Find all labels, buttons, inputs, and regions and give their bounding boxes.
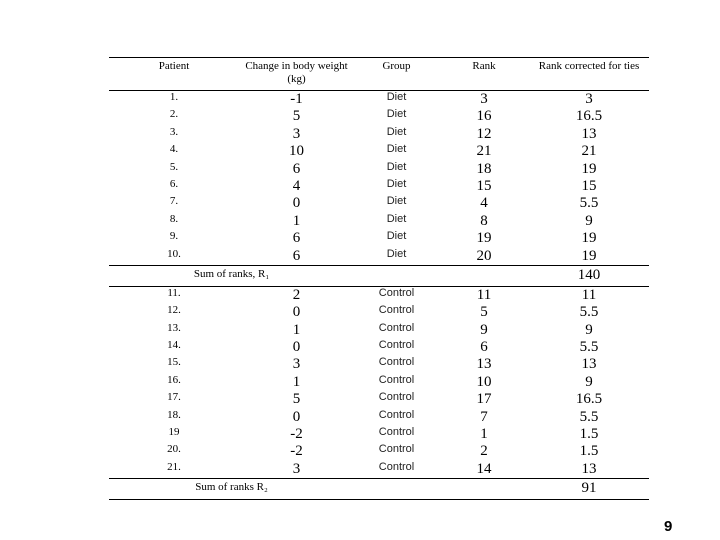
cell-corrected: 19 [581, 160, 597, 177]
cell-patient: 16. [167, 373, 181, 386]
cell-group: Control [378, 286, 415, 299]
cell-corrected: 5.5 [579, 408, 599, 425]
cell-rank: 21 [476, 143, 492, 160]
cell-change: 6 [292, 247, 301, 264]
cell-corrected: 9 [585, 212, 593, 229]
cell-change: 3 [292, 125, 301, 142]
table-row [109, 356, 649, 373]
cell-patient: 4. [169, 143, 179, 156]
table-row [109, 304, 649, 321]
sum-r1-value: 140 [577, 266, 601, 283]
table-row [109, 322, 649, 339]
cell-change: 2 [292, 286, 301, 303]
table-header [109, 58, 649, 91]
table-row [109, 391, 649, 408]
cell-corrected: 5.5 [579, 304, 599, 321]
page-number: 9 [664, 518, 673, 535]
header-change-in-weight: Change in body weight (kg) [245, 60, 348, 85]
cell-change: 1 [292, 212, 301, 229]
cell-group: Control [378, 373, 415, 386]
cell-rank: 10 [476, 373, 492, 390]
cell-group: Diet [386, 177, 407, 190]
cell-group: Control [378, 339, 415, 352]
cell-corrected: 16.5 [575, 108, 603, 125]
sum-r2-value: 91 [581, 480, 597, 497]
cell-patient: 5. [169, 160, 179, 173]
table-row [109, 161, 649, 178]
cell-group: Control [378, 304, 415, 317]
header-rank: Rank [472, 60, 496, 72]
cell-rank: 2 [480, 443, 488, 460]
cell-change: 5 [292, 391, 301, 408]
cell-rank: 19 [476, 230, 492, 247]
sum-row-r1 [109, 265, 649, 286]
cell-patient: 21. [167, 460, 181, 473]
header-group: Group [382, 60, 411, 72]
cell-patient: 12. [167, 304, 181, 317]
table-row [109, 91, 649, 109]
table-row [109, 286, 649, 304]
cell-change: -2 [290, 443, 303, 460]
cell-group: Diet [386, 247, 407, 260]
cell-patient: 9. [169, 230, 179, 243]
table-row [109, 126, 649, 143]
cell-corrected: 9 [585, 373, 593, 390]
table-row [109, 339, 649, 356]
cell-change: 1 [292, 373, 301, 390]
cell-rank: 8 [480, 212, 488, 229]
cell-patient: 14. [167, 339, 181, 352]
sum-row-r2 [109, 479, 649, 500]
cell-group: Diet [386, 91, 407, 103]
table-row [109, 426, 649, 443]
cell-patient: 15. [167, 356, 181, 369]
cell-rank: 16 [476, 108, 492, 125]
cell-rank: 1 [480, 426, 488, 443]
cell-corrected: 16.5 [575, 391, 603, 408]
cell-change: -1 [290, 91, 303, 107]
table-row [109, 443, 649, 460]
cell-change: 5 [292, 108, 301, 125]
cell-group: Control [378, 356, 415, 369]
sum-r2-section [109, 479, 649, 500]
cell-corrected: 15 [581, 177, 597, 194]
table-row [109, 230, 649, 247]
table-row [109, 374, 649, 391]
cell-change: 0 [292, 195, 301, 212]
cell-change: -2 [290, 426, 303, 443]
rank-table [109, 57, 649, 500]
cell-rank: 5 [480, 304, 488, 321]
cell-rank: 4 [480, 195, 488, 212]
cell-group: Control [378, 426, 415, 439]
cell-corrected: 13 [581, 125, 597, 142]
header-row [109, 58, 649, 91]
cell-patient: 3. [169, 125, 179, 138]
cell-corrected: 19 [581, 230, 597, 247]
cell-group: Diet [386, 108, 407, 121]
cell-rank: 9 [480, 321, 488, 338]
cell-corrected: 5.5 [579, 195, 599, 212]
cell-group: Control [378, 391, 415, 404]
cell-patient: 17. [167, 391, 181, 404]
cell-rank: 17 [476, 391, 492, 408]
cell-patient: 13. [167, 321, 181, 334]
cell-group: Control [378, 321, 415, 334]
table-row [109, 461, 649, 479]
cell-change: 6 [292, 230, 301, 247]
cell-rank: 11 [476, 286, 492, 303]
cell-patient: 6. [169, 177, 179, 190]
cell-group: Control [378, 408, 415, 421]
diet-rows [109, 91, 649, 266]
table-row [109, 248, 649, 266]
cell-corrected: 3 [585, 91, 593, 107]
cell-patient: 11. [167, 286, 181, 299]
cell-patient: 20. [167, 443, 181, 456]
cell-change: 1 [292, 321, 301, 338]
cell-patient: 7. [169, 195, 179, 208]
cell-corrected: 5.5 [579, 339, 599, 356]
cell-rank: 3 [480, 91, 488, 107]
cell-corrected: 1.5 [579, 426, 599, 443]
cell-change: 6 [292, 160, 301, 177]
cell-corrected: 13 [581, 460, 597, 477]
cell-corrected: 11 [581, 286, 597, 303]
header-patient: Patient [158, 60, 190, 72]
cell-group: Diet [386, 160, 407, 173]
table-row [109, 108, 649, 125]
cell-corrected: 1.5 [579, 443, 599, 460]
cell-rank: 20 [476, 247, 492, 264]
cell-patient: 18. [167, 408, 181, 421]
cell-change: 3 [292, 460, 301, 477]
cell-corrected: 19 [581, 247, 597, 264]
cell-rank: 15 [476, 177, 492, 194]
cell-rank: 14 [476, 460, 492, 477]
cell-rank: 7 [480, 408, 488, 425]
table-row [109, 409, 649, 426]
cell-rank: 12 [476, 125, 492, 142]
cell-group: Diet [386, 230, 407, 243]
control-rows [109, 286, 649, 478]
table-row [109, 178, 649, 195]
cell-change: 0 [292, 408, 301, 425]
cell-group: Diet [386, 125, 407, 138]
table-row [109, 143, 649, 160]
cell-rank: 13 [476, 356, 492, 373]
cell-rank: 18 [476, 160, 492, 177]
table-row [109, 195, 649, 212]
cell-change: 10 [289, 143, 304, 160]
cell-corrected: 9 [585, 321, 593, 338]
cell-patient: 1. [169, 91, 179, 103]
table-row [109, 213, 649, 230]
cell-change: 3 [292, 356, 301, 373]
cell-group: Diet [386, 195, 407, 208]
cell-patient: 19 [168, 426, 180, 439]
cell-patient: 8. [169, 212, 179, 225]
cell-change: 0 [292, 304, 301, 321]
sum-r1-label: Sum of ranks, R₁ [193, 267, 270, 280]
sum-r2-label: Sum of ranks R₂ [195, 481, 268, 494]
cell-group: Control [378, 460, 415, 473]
cell-rank: 6 [480, 339, 488, 356]
sum-r1-section [109, 265, 649, 286]
cell-group: Diet [386, 212, 407, 225]
cell-change: 0 [292, 339, 301, 356]
cell-group: Control [378, 443, 415, 456]
cell-corrected: 13 [581, 356, 597, 373]
cell-group: Diet [386, 143, 407, 156]
cell-patient: 10. [167, 247, 181, 260]
cell-change: 4 [292, 177, 301, 194]
cell-patient: 2. [169, 108, 179, 121]
cell-corrected: 21 [581, 143, 597, 160]
header-rank-corrected: Rank corrected for ties [538, 60, 640, 72]
